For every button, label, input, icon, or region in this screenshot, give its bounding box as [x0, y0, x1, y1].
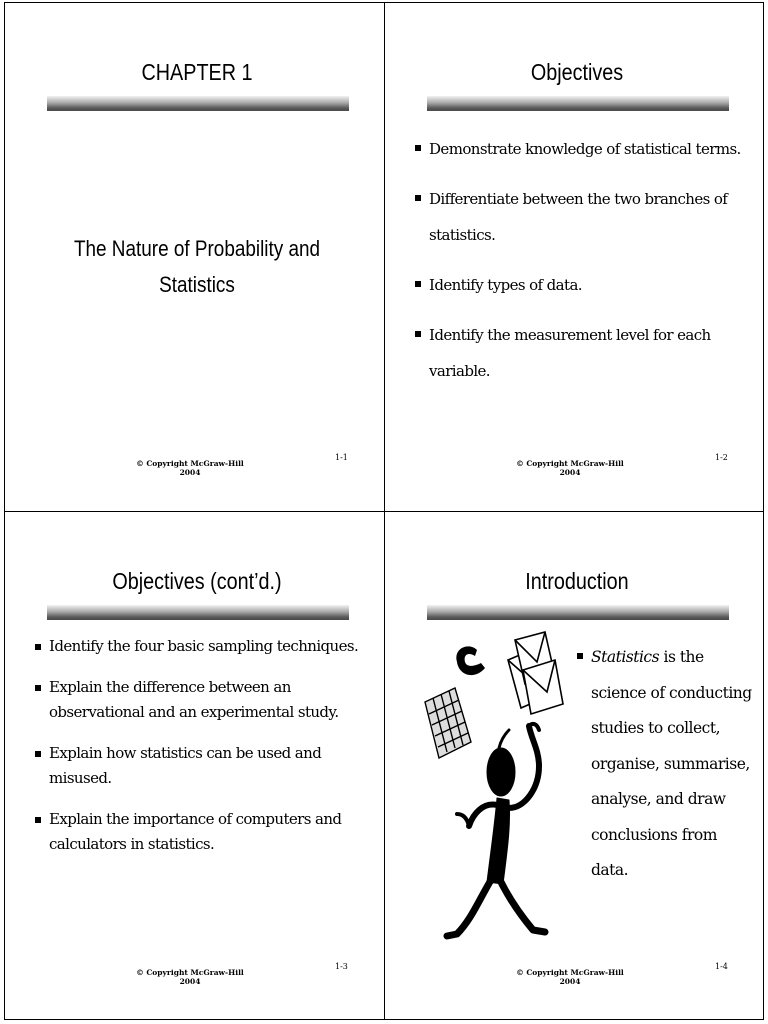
- slide-4: [385, 512, 765, 1020]
- list-item: Identify the measurement level for each variable.: [415, 317, 745, 389]
- slide-title: Objectives (cont’d.): [112, 568, 282, 594]
- introduction-list: [577, 640, 752, 889]
- copyright-footer: © Copyright McGraw-Hill 2004: [136, 459, 244, 477]
- slide-title: Objectives: [530, 59, 624, 85]
- page-number: 1-2: [715, 453, 728, 462]
- subtitle-line: Statistics: [159, 272, 235, 297]
- title-underline-bar: [47, 96, 349, 111]
- objectives-list: [415, 131, 745, 403]
- list-item: Explain the difference between an observational and an experimental study.: [35, 675, 370, 725]
- definition-text: is the science of conducting studies to collect, organise, summarise, analyse, and draw conclusions from data.: [591, 648, 752, 879]
- copyright-footer: © Copyright McGraw-Hill 2004: [516, 968, 624, 986]
- subtitle-line: The Nature of Probability and: [73, 236, 321, 261]
- slide-title: Introduction: [525, 568, 629, 594]
- slide-title: CHAPTER 1: [141, 59, 253, 85]
- list-item: Differentiate between the two branches of statistics.: [415, 181, 745, 253]
- title-underline-bar: [427, 605, 729, 620]
- chapter-subtitle: [66, 231, 327, 303]
- juggling-stick-figure-icon: [413, 630, 575, 950]
- slide-3: [5, 512, 385, 1020]
- slide-2: [385, 3, 765, 511]
- slide-1: [5, 3, 385, 511]
- list-item: Identify the four basic sampling techniques.: [35, 634, 370, 659]
- page-number: 1-3: [335, 962, 348, 971]
- list-item: Explain the importance of computers and calculators in statistics.: [35, 807, 370, 857]
- copyright-footer: © Copyright McGraw-Hill 2004: [516, 459, 624, 477]
- list-item: Demonstrate knowledge of statistical terms.: [415, 131, 745, 167]
- list-item: Explain how statistics can be used and misused.: [35, 741, 370, 791]
- objectives-list: [35, 634, 370, 873]
- page-number: 1-4: [715, 962, 728, 971]
- page-number: 1-1: [335, 453, 348, 462]
- copyright-footer: © Copyright McGraw-Hill 2004: [136, 968, 244, 986]
- title-underline-bar: [427, 96, 729, 111]
- list-item: Identify types of data.: [415, 267, 745, 303]
- list-item: [577, 640, 752, 889]
- term-statistics: Statistics: [591, 648, 660, 666]
- title-underline-bar: [47, 605, 349, 620]
